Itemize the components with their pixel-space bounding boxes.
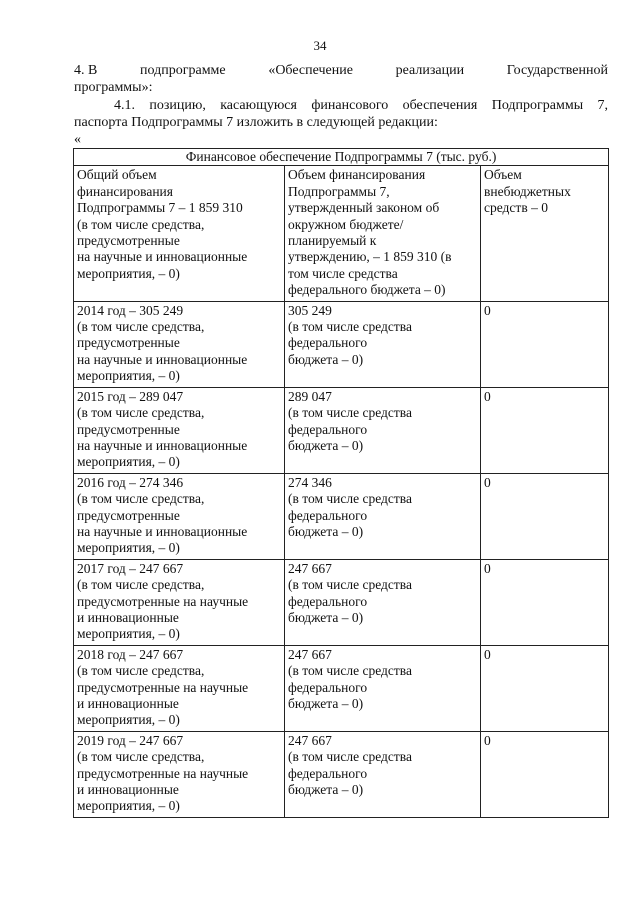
offbudget-amount-cell: 0 xyxy=(481,645,609,731)
table-row xyxy=(74,473,609,559)
cell-line: и инновационные xyxy=(77,696,179,711)
year-total-cell xyxy=(74,301,285,387)
cell-line: 247 667 xyxy=(288,732,332,748)
cell-line: предусмотренные xyxy=(77,335,180,351)
cell-line: утвержденный законом об xyxy=(288,200,440,216)
cell-line: (в том числе средства, xyxy=(77,577,205,593)
budget-amount-cell xyxy=(285,301,481,387)
budget-amount-cell xyxy=(285,473,481,559)
cell-line: Подпрограммы 7 – 1 859 310 xyxy=(77,200,243,216)
cell-line: предусмотренные xyxy=(77,421,180,437)
cell-line: средств – 0 xyxy=(484,200,548,216)
cell-line: (в том числе средства xyxy=(288,663,412,679)
cell-line: Подпрограммы 7, xyxy=(288,183,390,199)
cell-line: 274 346 xyxy=(288,474,332,490)
table-row xyxy=(74,645,609,731)
cell-line: федерального бюджета – 0) xyxy=(288,282,446,298)
cell-line: на научные и инновационные xyxy=(77,351,248,367)
cell-line: (в том числе средства, xyxy=(77,663,205,679)
word: Государственной xyxy=(506,63,608,78)
cell-line: 2018 год – 247 667 xyxy=(77,646,184,662)
cell-line: бюджета – 0) xyxy=(288,696,364,711)
cell-line: мероприятия, – 0) xyxy=(77,712,180,728)
cell-line: предусмотренные xyxy=(77,233,180,249)
word: реализации xyxy=(395,63,465,78)
cell-line: на научные и инновационные xyxy=(77,523,248,539)
cell-line: 2016 год – 274 346 xyxy=(77,474,184,490)
offbudget-amount-cell: 0 xyxy=(481,473,609,559)
cell-line: федерального xyxy=(288,593,368,609)
cell-line: бюджета – 0) xyxy=(288,351,364,367)
cell-line: 305 249 xyxy=(288,302,332,318)
year-total-cell xyxy=(74,731,285,817)
cell-line: федерального xyxy=(288,765,368,781)
header-offbudget-cell xyxy=(481,166,609,301)
cell-line: бюджета – 0) xyxy=(288,523,364,539)
cell-line: мероприятия, – 0) xyxy=(77,454,180,470)
cell-line: 247 667 xyxy=(288,560,332,576)
cell-line: федерального xyxy=(288,421,368,437)
cell-line: (в том числе средства xyxy=(288,749,412,765)
table-row xyxy=(74,731,609,817)
offbudget-amount-cell: 0 xyxy=(481,559,609,645)
cell-line: Объем финансирования xyxy=(288,167,426,183)
cell-line: Объем xyxy=(484,167,522,183)
cell-line: мероприятия, – 0) xyxy=(77,626,180,642)
cell-line: мероприятия, – 0) xyxy=(77,368,180,384)
cell-line: том числе средства xyxy=(288,265,398,281)
cell-line: 247 667 xyxy=(288,646,332,662)
cell-line: 289 047 xyxy=(288,388,332,404)
cell-line: планируемый к xyxy=(288,233,377,249)
cell-line: и инновационные xyxy=(77,609,179,625)
cell-line: (в том числе средства, xyxy=(77,749,205,765)
cell-line: бюджета – 0) xyxy=(288,609,364,625)
financing-table xyxy=(73,148,609,818)
cell-line: Общий объем xyxy=(77,167,157,183)
cell-line: федерального xyxy=(288,679,368,695)
cell-line: (в том числе средства, xyxy=(77,216,205,232)
budget-amount-cell xyxy=(285,731,481,817)
table-title-row xyxy=(74,149,609,166)
cell-line: (в том числе средства, xyxy=(77,405,205,421)
cell-line: предусмотренные на научные xyxy=(77,593,249,609)
paragraph-4-line-2: программы»: xyxy=(74,80,153,95)
year-total-cell xyxy=(74,559,285,645)
budget-amount-cell xyxy=(285,387,481,473)
table-row xyxy=(74,301,609,387)
paragraph-4-line-1 xyxy=(74,62,608,79)
word: «Обеспечение xyxy=(268,63,353,78)
table-row xyxy=(74,559,609,645)
cell-line: предусмотренные на научные xyxy=(77,679,249,695)
paragraph-4-1 xyxy=(74,97,608,131)
cell-line: мероприятия, – 0) xyxy=(77,265,180,281)
opening-quote-mark: « xyxy=(74,132,81,147)
word: 4. В xyxy=(74,63,98,78)
year-total-cell xyxy=(74,645,285,731)
year-total-cell xyxy=(74,473,285,559)
offbudget-amount-cell: 0 xyxy=(481,731,609,817)
cell-line: финансирования xyxy=(77,183,173,199)
cell-line: (в том числе средства xyxy=(288,405,412,421)
table-row xyxy=(74,387,609,473)
cell-line: мероприятия, – 0) xyxy=(77,540,180,556)
cell-line: внебюджетных xyxy=(484,183,571,199)
paragraph-4-1-line-2: паспорта Подпрограммы 7 изложить в следующей редакции: xyxy=(74,115,438,130)
cell-line: 2015 год – 289 047 xyxy=(77,388,184,404)
cell-line: (в том числе средства, xyxy=(77,319,205,335)
cell-line: федерального xyxy=(288,507,368,523)
cell-line: окружном бюджете/ xyxy=(288,216,404,232)
cell-line: (в том числе средства xyxy=(288,577,412,593)
header-total-cell xyxy=(74,166,285,301)
table-header-row xyxy=(74,166,609,301)
budget-amount-cell xyxy=(285,559,481,645)
header-budget-cell xyxy=(285,166,481,301)
cell-line: предусмотренные xyxy=(77,507,180,523)
cell-line: и инновационные xyxy=(77,782,179,798)
cell-line: предусмотренные на научные xyxy=(77,765,249,781)
paragraph-4-1-line-1: 4.1. позицию, касающуюся финансового обеспечения Подпрограммы 7, xyxy=(114,98,608,113)
cell-line: (в том числе средства xyxy=(288,491,412,507)
year-total-cell xyxy=(74,387,285,473)
cell-line: утверждению, – 1 859 310 (в xyxy=(288,249,452,265)
page-number: 34 xyxy=(313,38,327,53)
offbudget-amount-cell: 0 xyxy=(481,301,609,387)
cell-line: на научные и инновационные xyxy=(77,437,248,453)
cell-line: федерального xyxy=(288,335,368,351)
cell-line: бюджета – 0) xyxy=(288,782,364,798)
table-title: Финансовое обеспечение Подпрограммы 7 (тыс. руб.) xyxy=(74,149,609,166)
offbudget-amount-cell: 0 xyxy=(481,387,609,473)
cell-line: 2014 год – 305 249 xyxy=(77,302,184,318)
cell-line: бюджета – 0) xyxy=(288,437,364,453)
word: подпрограмме xyxy=(140,63,226,78)
cell-line: на научные и инновационные xyxy=(77,249,248,265)
cell-line: (в том числе средства xyxy=(288,319,412,335)
cell-line: 2019 год – 247 667 xyxy=(77,732,184,748)
cell-line: (в том числе средства, xyxy=(77,491,205,507)
paragraph-4 xyxy=(74,62,608,96)
cell-line: 2017 год – 247 667 xyxy=(77,560,184,576)
budget-amount-cell xyxy=(285,645,481,731)
cell-line: мероприятия, – 0) xyxy=(77,798,180,814)
